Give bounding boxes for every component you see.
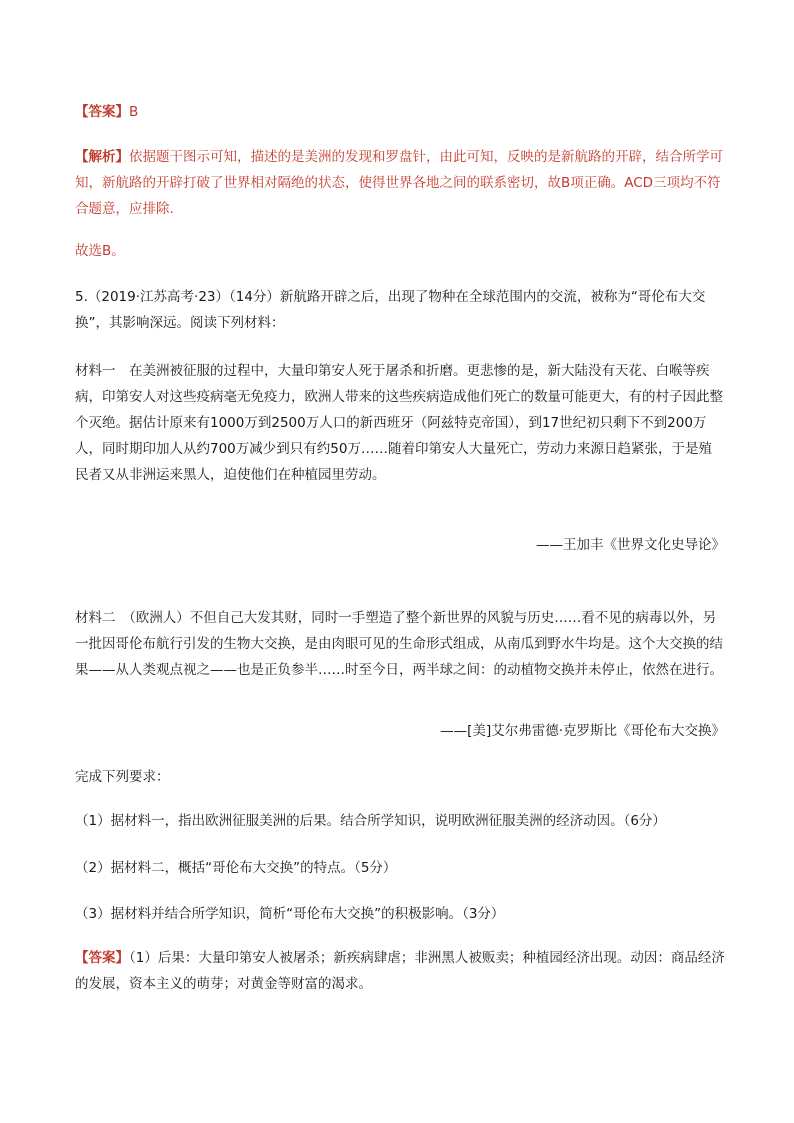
material-one: 材料一 在美洲被征服的过程中，大量印第安人死于屠杀和折磨。更悲惨的是，新大陆没有天花、白喉等疾病，印第安人对这些疫病毫无免疫力，欧洲人带来的这些疾病造成他们死亡的数量可能更大，有的村子因此整个灭绝。据估计原来有1000万到2500万人口的新西班牙（阿兹特克帝国），到17世纪初只剩下不到200万人，同时期印加人从约700万减少到只有约50万……随着印第安人大量死亡，劳动力来源日趋紧张，于是殖民者又从非洲运来黑人，迫使他们在种植园里劳动。 — [75, 363, 723, 483]
question-part-1: （1）据材料一，指出欧洲征服美洲的后果。结合所学知识，说明欧洲征服美洲的经济动因。（6分） — [75, 813, 666, 829]
question-part-2: （2）据材料二，概括“哥伦布大交换”的特点。（5分） — [75, 860, 397, 876]
analysis-paragraph — [75, 144, 725, 222]
answer-paragraph — [75, 945, 725, 997]
analysis-text: 依据题干图示可知，描述的是美洲的发现和罗盘针，由此可知，反映的是新航路的开辟，结合所学可知，新航路的开辟打破了世界相对隔绝的状态，使得世界各地之间的联系密切，故B项正确。ACD三项均不符合题意，应排除. — [75, 149, 723, 217]
answer-tag: 【答案】 — [75, 104, 129, 120]
answer-value: B — [129, 104, 139, 120]
question-part-3: （3）据材料并结合所学知识，简析“哥伦布大交换”的积极影响。（3分） — [75, 906, 505, 922]
material-two-source: ——[美]艾尔弗雷德·克罗斯比《哥伦布大交换》 — [440, 723, 725, 739]
answer2-tag: 【答案】 — [75, 950, 129, 966]
instruction: 完成下列要求： — [75, 769, 170, 785]
material-one-source: ——王加丰《世界文化史导论》 — [536, 537, 725, 553]
answer-b-line — [75, 99, 725, 125]
answer2-text: （1）后果：大量印第安人被屠杀；新疾病肆虐；非洲黑人被贩卖；种植园经济出现。动因：商品经济的发展，资本主义的萌芽；对黄金等财富的渴求。 — [75, 950, 725, 992]
material-two: 材料二 （欧洲人）不但自己大发其财，同时一手塑造了整个新世界的风貌与历史……看不见的病毒以外，另一批因哥伦布航行引发的生物大交换，是由肉眼可见的生命形式组成，从南瓜到野水牛均是。这个大交换的结果——从人类观点视之——也是正负参半……时至今日，两半球之间：的动植物交换并未停止，依然在进行。 — [75, 610, 723, 678]
analysis-tag: 【解析】 — [75, 149, 129, 165]
analysis-conclusion: 故选B。 — [75, 243, 125, 259]
question-stem: 5.（2019·江苏高考·23）（14分）新航路开辟之后，出现了物种在全球范围内的交流，被称为“哥伦布大交换”，其影响深远。阅读下列材料： — [75, 289, 706, 331]
